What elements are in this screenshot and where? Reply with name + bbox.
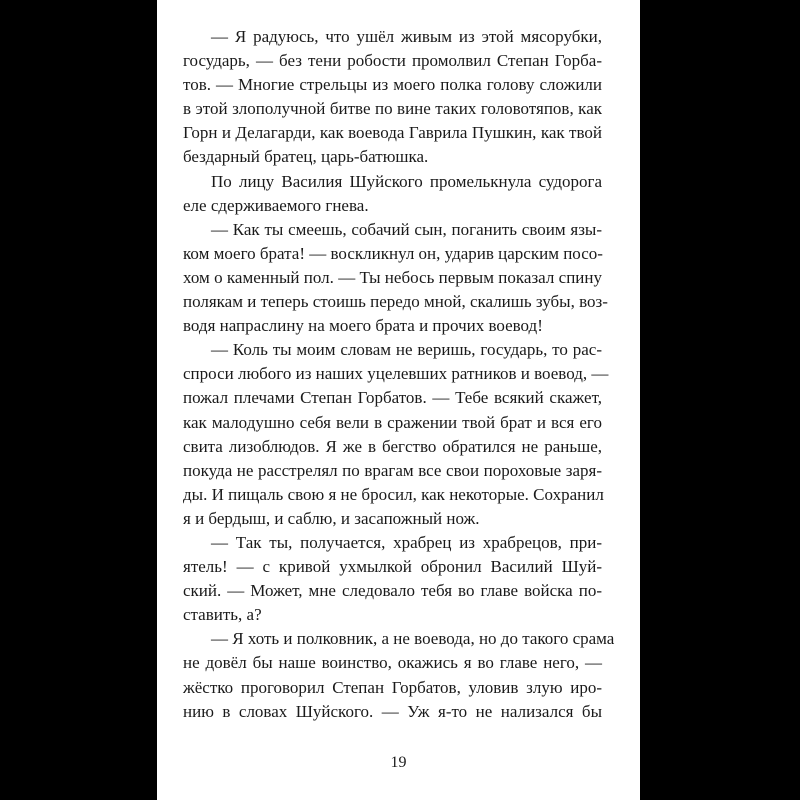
text-line: ставить, а? [183, 605, 262, 625]
paragraph [183, 338, 609, 531]
text-line: пожал плечами Степан Горбатов. — Тебе всякий скажет, [183, 388, 602, 408]
paragraph [183, 627, 615, 723]
paragraph [183, 218, 608, 338]
text-line: ды. И пищаль свою я не бросил, как некоторые. Сохранил [183, 484, 604, 504]
text-line: Горн и Делагарди, как воевода Гаврила Пушкин, как твой [183, 123, 602, 143]
text-line: как малодушно себя вели в сражении твой брат и вся его [183, 412, 602, 432]
paragraph [183, 25, 602, 170]
text-line: ком моего брата! — воскликнул он, ударив царским посо- [183, 243, 603, 263]
text-line: не довёл бы наше воинство, окажись я во главе него, — [183, 653, 602, 673]
text-line: хом о каменный пол. — Ты небось первым показал спину [183, 267, 602, 287]
text-line: — Так ты, получается, храбрец из храбрецов, при- [211, 532, 602, 552]
text-line: государь, — без тени робости промолвил Степан Горба- [183, 51, 602, 71]
text-line: спроси любого из наших уцелевших ратников и воевод, — [183, 364, 609, 384]
page-text [183, 25, 615, 724]
text-line: ский. — Может, мне следовало тебя во главе войска по- [183, 581, 602, 601]
text-line: — Коль ты моим словам не веришь, государь, то рас- [211, 340, 602, 360]
text-line: нию в словах Шуйского. — Уж я-то не нализался бы [183, 701, 602, 721]
text-line: тов. — Многие стрельцы из моего полка голову сложили [183, 75, 602, 95]
paragraph [183, 170, 602, 218]
text-line: По лицу Василия Шуйского промелькнула судорога [211, 171, 602, 191]
text-line: я и бердыш, и саблю, и засапожный нож. [183, 508, 480, 528]
page-number: 19 [390, 754, 407, 771]
text-line: водя напраслину на моего брата и прочих воевод! [183, 316, 543, 336]
text-line: жёстко проговорил Степан Горбатов, уловив злую иро- [183, 677, 602, 697]
text-line: еле сдерживаемого гнева. [183, 195, 369, 215]
text-line: в этой злополучной битве по вине таких головотяпов, как [183, 99, 602, 119]
text-line: — Я радуюсь, что ушёл живым из этой мясорубки, [211, 27, 602, 46]
book-page [157, 0, 640, 800]
right-scan-border [640, 0, 800, 800]
text-line: свита лизоблюдов. Я же в бегство обратился не раньше, [183, 436, 602, 456]
paragraph [183, 531, 602, 627]
text-line: покуда не расстрелял по врагам все свои пороховые заря- [183, 460, 602, 480]
text-line: — Я хоть и полковник, а не воевода, но до такого срама [211, 629, 615, 649]
text-line: ятель! — с кривой ухмылкой обронил Василий Шуй- [183, 557, 602, 577]
text-line: бездарный братец, царь-батюшка. [183, 147, 429, 167]
left-scan-border [0, 0, 157, 800]
text-line: полякам и теперь стоишь передо мной, скалишь зубы, воз- [183, 292, 608, 312]
text-line: — Как ты смеешь, собачий сын, поганить своим язы- [211, 219, 602, 239]
